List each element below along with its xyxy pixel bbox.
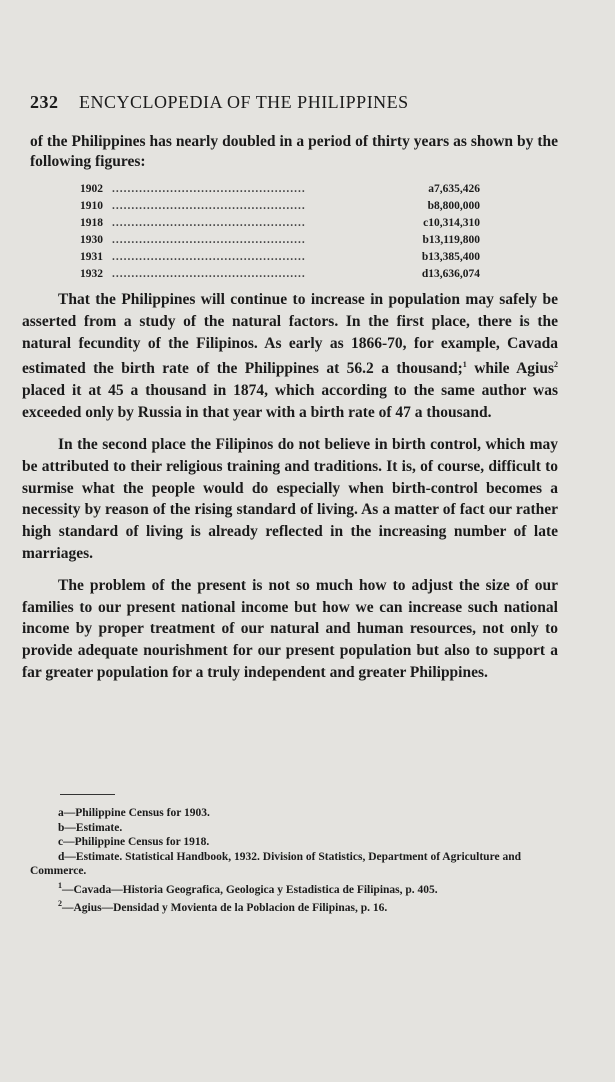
table-row <box>80 246 480 263</box>
population-cell: b13,119,800 <box>422 234 480 246</box>
footnote-divider <box>60 794 115 795</box>
population-cell: c10,314,310 <box>423 217 480 229</box>
footnote-mark: 1 <box>58 880 62 890</box>
page-number: 232 <box>30 92 59 112</box>
footnote-mark: 2 <box>58 898 62 908</box>
table-row <box>80 195 480 212</box>
year-cell: 1930 <box>80 234 103 246</box>
leader-dots: .................................................. <box>112 251 306 263</box>
year-cell: 1910 <box>80 200 103 212</box>
population-table <box>80 178 480 280</box>
population-cell: b13,385,400 <box>421 251 480 263</box>
footnote-2 <box>30 897 558 915</box>
paragraph-birth-rate <box>22 289 558 424</box>
footnote-ref: 2 <box>554 360 558 370</box>
year-cell: 1932 <box>80 268 103 280</box>
intro-paragraph: of the Philippines has nearly doubled in a period of thirty years as shown by the following figures: <box>30 133 558 170</box>
running-header <box>30 92 570 113</box>
year-cell: 1931 <box>80 251 103 263</box>
year-cell: 1902 <box>80 183 103 195</box>
year-cell: 1918 <box>80 217 103 229</box>
footnote-c: c—Philippine Census for 1918. <box>58 836 210 848</box>
paragraph-birth-control: In the second place the Filipinos do not believe in birth control, which may be attributed to their religious training and traditions. It is, of course, difficult to surmise what the people would do especially when birth-control becomes a necessity by reason of the rising standard of living. As a matter of fact our rather high standard of living is already reflected in the increasing number of late marriages. <box>22 435 558 562</box>
running-title: ENCYCLOPEDIA OF THE PHILIPPINES <box>79 92 409 112</box>
footnote-b: b—Estimate. <box>58 821 123 834</box>
table-row <box>80 263 480 280</box>
leader-dots: .................................................. <box>112 234 306 246</box>
footnote-1 <box>30 879 558 897</box>
paragraph-text: while Agius <box>466 360 554 378</box>
population-cell: a7,635,426 <box>428 183 480 195</box>
table-row <box>80 229 480 246</box>
footnote-d: d—Estimate. Statistical Handbook, 1932. Division of Statistics, Department of Agriculture and Commerce. <box>30 850 521 877</box>
leader-dots: .................................................. <box>112 200 306 212</box>
paragraph-text: That the Philippines will continue to increase in population may safely be asserted from a study of the natural factors. In the first place, there is the natural fecundity of the Filipinos. As early as 1866-70, for example, Cavada estimated the birth rate of the Philippines at 56.2 a thousand; <box>22 291 558 378</box>
body-text <box>22 289 558 694</box>
footnote-text: —Cavada—Historia Geografica, Geologica y Estadistica de Filipinas, p. 405. <box>62 883 438 896</box>
footnote-text: —Agius—Densidad y Movienta de la Poblacion de Filipinas, p. 16. <box>62 901 388 914</box>
population-cell: d13,636,074 <box>421 268 480 280</box>
footnote-a: a—Philippine Census for 1903. <box>58 807 210 819</box>
footnote-ref: 1 <box>462 360 467 370</box>
leader-dots: .................................................. <box>112 217 306 229</box>
leader-dots: .................................................. <box>112 268 306 280</box>
table-row <box>80 212 480 229</box>
table-row <box>80 178 480 195</box>
leader-dots: .................................................. <box>112 183 306 195</box>
footnotes <box>30 806 558 915</box>
paragraph-problem: The problem of the present is not so much how to adjust the size of our families to our present national income but how we can increase such national income by proper treatment of our natural and human resources, not only to provide adequate nourishment for our present population but also to support a far greater population for a truly independent and greater Philippines. <box>22 576 558 681</box>
population-cell: b8,800,000 <box>427 200 480 212</box>
paragraph-text: placed it at 45 a thousand in 1874, which according to the same author was exceeded only by Russia in that year with a birth rate of 47 a thousand. <box>22 382 558 422</box>
